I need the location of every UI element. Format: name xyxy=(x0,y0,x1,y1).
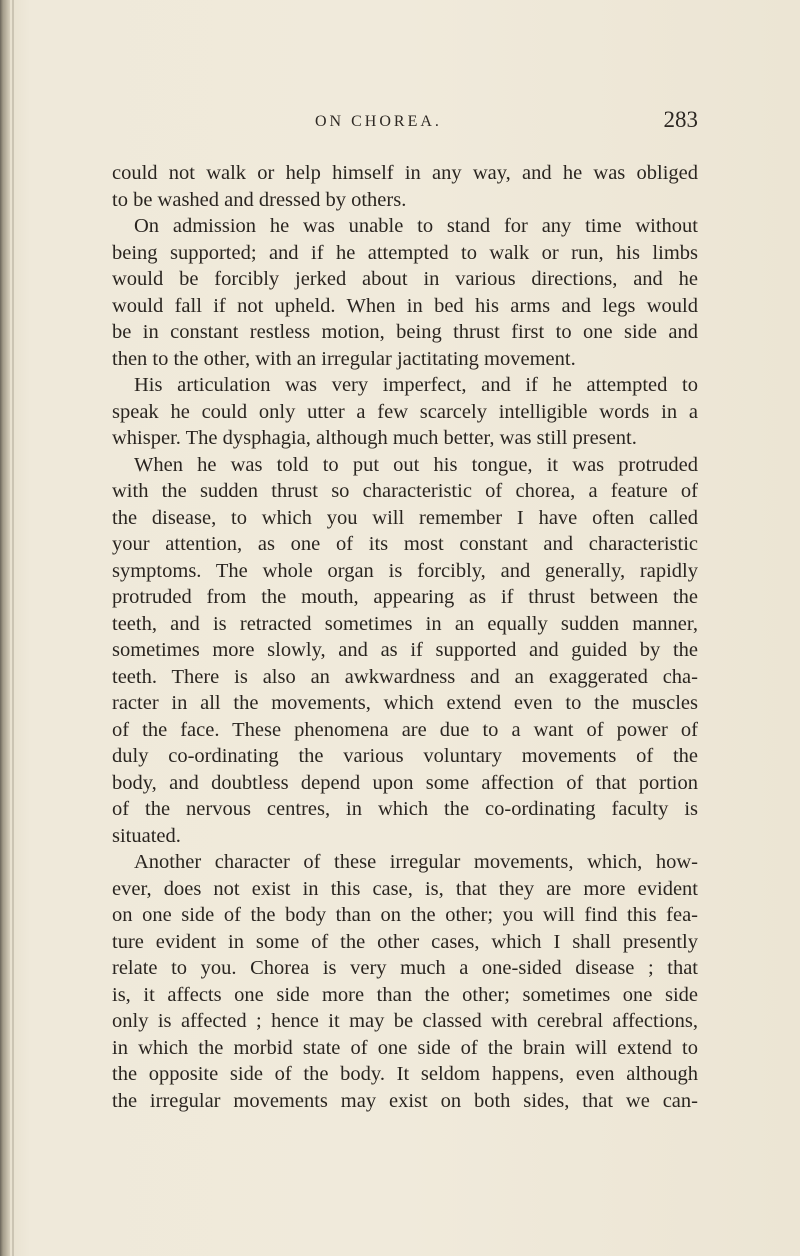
text-line: would fall if not upheld. When in bed his arms and legs would xyxy=(112,294,698,317)
text-line: speak he could only utter a few scarcely intelligible words in a xyxy=(112,400,698,423)
text-line: Another character of these irregular movements, which, how- xyxy=(134,851,698,873)
text-line: of the nervous centres, in which the co-ordinating faculty is xyxy=(112,798,698,820)
text-line: to be washed and dressed by others. xyxy=(112,188,407,211)
text-line: on one side of the body than on the other; you will find this fea- xyxy=(112,904,698,926)
text-line: of the face. These phenomena are due to a want of power of xyxy=(112,718,698,741)
text-line: the irregular movements may exist on both sides, that we can- xyxy=(112,1089,698,1112)
text-line: ever, does not exist in this case, is, that they are more evident xyxy=(112,877,698,900)
text-line: in which the morbid state of one side of the brain will extend to xyxy=(112,1036,698,1059)
running-head xyxy=(112,108,698,136)
text-line: On admission he was unable to stand for any time without xyxy=(134,215,698,237)
text-line: When he was told to put out his tongue, it was protruded xyxy=(134,453,698,476)
text-line: His articulation was very imperfect, and if he attempted to xyxy=(134,374,698,396)
text-line: teeth, and is retracted sometimes in an equally sudden manner, xyxy=(112,612,698,635)
text-line: the opposite side of the body. It seldom happens, even although xyxy=(112,1063,698,1085)
text-line: only is affected ; hence it may be classed with cerebral affections, xyxy=(112,1010,698,1032)
text-line: protruded from the mouth, appearing as if thrust between the xyxy=(112,586,698,608)
text-line: relate to you. Chorea is very much a one-sided disease ; that xyxy=(112,957,698,979)
text-line: would be forcibly jerked about in various directions, and he xyxy=(112,268,698,290)
page-gutter-line xyxy=(12,0,14,1256)
text-line: body, and doubtless depend upon some affection of that portion xyxy=(112,771,698,794)
body-text xyxy=(112,160,698,1114)
text-line: racter in all the movements, which extend even to the muscles xyxy=(112,692,698,714)
text-line: teeth. There is also an awkwardness and an exaggerated cha- xyxy=(112,665,698,688)
running-title: ON CHOREA. xyxy=(315,113,442,130)
text-line: then to the other, with an irregular jactitating movement. xyxy=(112,347,576,370)
page-gutter-shadow xyxy=(0,0,10,1256)
text-line: be in constant restless motion, being thrust first to one side and xyxy=(112,321,698,343)
text-line: symptoms. The whole organ is forcibly, and generally, rapidly xyxy=(112,559,698,582)
text-line: your attention, as one of its most constant and characteristic xyxy=(112,533,698,555)
text-line: being supported; and if he attempted to walk or run, his limbs xyxy=(112,241,698,264)
page-number: 283 xyxy=(663,107,698,132)
text-line: duly co-ordinating the various voluntary movements of the xyxy=(112,745,698,767)
text-line: whisper. The dysphagia, although much better, was still present. xyxy=(112,427,637,449)
text-line: with the sudden thrust so characteristic of chorea, a feature of xyxy=(112,480,698,502)
text-line: sometimes more slowly, and as if supported and guided by the xyxy=(112,639,698,661)
text-line: situated. xyxy=(112,824,181,847)
text-line: ture evident in some of the other cases, which I shall presently xyxy=(112,930,698,953)
text-line: the disease, to which you will remember I have often called xyxy=(112,506,698,529)
text-line: could not walk or help himself in any way, and he was obliged xyxy=(112,162,698,184)
text-line: is, it affects one side more than the other; sometimes one side xyxy=(112,983,698,1006)
